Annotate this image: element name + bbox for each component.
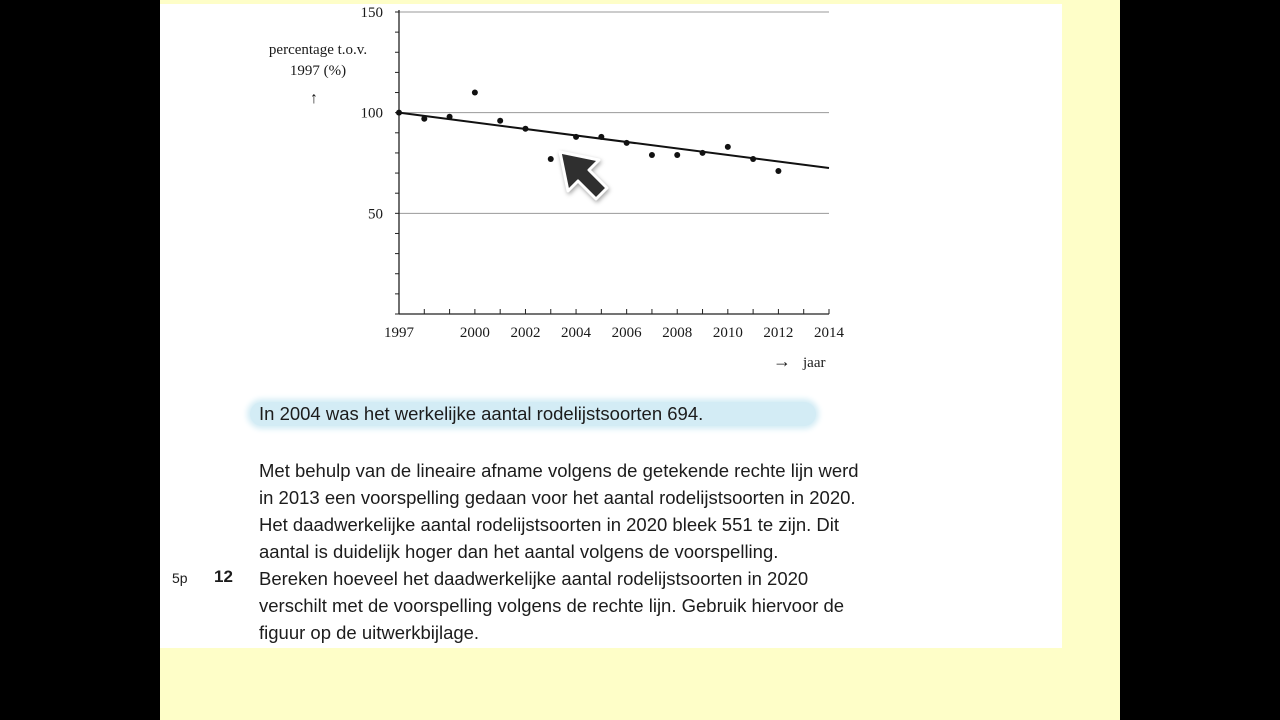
- data-point: [472, 90, 478, 96]
- y-axis-label: 1997 (%): [289, 63, 347, 79]
- data-point: [649, 152, 655, 158]
- x-tick-label: 2010: [712, 325, 743, 341]
- data-point: [497, 118, 503, 124]
- data-point: [700, 150, 706, 156]
- paragraph-line: in 2013 een voorspelling gedaan voor het aantal rodelijstsoorten in 2020.: [259, 487, 856, 508]
- trend-line: [399, 113, 829, 168]
- y-tick-label: 150: [360, 5, 383, 21]
- x-tick-label: 2014: [814, 325, 844, 341]
- paragraph-line: Bereken hoeveel het daadwerkelijke aantal rodelijstsoorten in 2020: [259, 568, 809, 589]
- data-point: [750, 156, 756, 162]
- y-tick-label: 50: [368, 206, 383, 223]
- x-axis-arrow-icon: →: [773, 351, 791, 371]
- x-axis-label: jaar: [803, 355, 826, 371]
- data-point: [548, 156, 554, 162]
- data-point: [775, 168, 781, 174]
- paragraph-line: aantal is duidelijk hoger dan het aantal volgens de voorspelling.: [259, 541, 779, 562]
- data-point: [522, 126, 528, 132]
- x-tick-label: 2006: [611, 325, 642, 341]
- data-point: [396, 110, 402, 116]
- question-paragraph: [259, 457, 1019, 646]
- y-axis-arrow-icon: ↑: [310, 90, 318, 107]
- y-axis-label: percentage t.o.v.: [268, 42, 368, 58]
- data-point: [573, 134, 579, 140]
- question-number: 12: [214, 567, 233, 586]
- paragraph-line: verschilt met de voorspelling volgens de rechte lijn. Gebruik hiervoor de: [259, 595, 845, 616]
- data-point: [624, 140, 630, 146]
- paragraph-line: figuur op de uitwerkbijlage.: [259, 622, 480, 643]
- data-point: [725, 144, 731, 150]
- x-tick-label: 2000: [459, 325, 490, 341]
- x-tick-label: 2002: [510, 325, 541, 341]
- data-point: [447, 114, 453, 120]
- data-point: [598, 134, 604, 140]
- arrow-cursor-icon: [560, 152, 607, 199]
- question-points: 5p: [172, 570, 188, 586]
- x-tick-label: 2008: [662, 325, 693, 341]
- x-tick-label: 2004: [561, 325, 592, 341]
- x-tick-label: 1997: [384, 325, 414, 341]
- highlighted-sentence: In 2004 was het werkelijke aantal rodelijstsoorten 694.: [259, 403, 704, 424]
- y-tick-label: 100: [360, 105, 383, 122]
- data-point: [421, 116, 427, 122]
- data-point: [674, 152, 680, 158]
- paragraph-line: Met behulp van de lineaire afname volgens de getekende rechte lijn werd: [259, 460, 859, 481]
- x-tick-label: 2012: [763, 325, 794, 341]
- paragraph-line: Het daadwerkelijke aantal rodelijstsoorten in 2020 bleek 551 te zijn. Dit: [259, 514, 840, 535]
